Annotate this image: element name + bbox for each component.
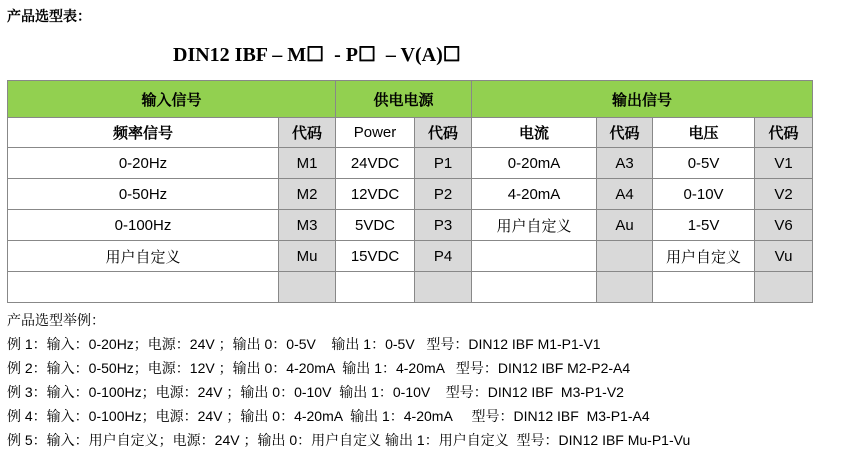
group-power: 供电电源 [336,81,472,118]
group-input: 输入信号 [8,81,336,118]
table-cell: V6 [755,210,813,241]
table-cell: 24VDC [336,148,415,179]
table-row [8,210,813,241]
example-line: 例 1：输入：0-20Hz；电源：24V ；输出 0：0-5V 输出 1：0-5V 型号：DIN12 IBF M1-P1-V1 [7,336,601,352]
table-cell [597,272,653,303]
table-row [8,272,813,303]
example-line: 例 5：输入：用户自定义；电源：24V ；输出 0：用户自定义 输出 1：用户自定义 型号：DIN12 IBF Mu-P1-Vu [7,432,691,448]
group-header-row [8,81,813,118]
table-cell: Mu [279,241,336,272]
model-code: DIN12 IBF – M☐ - P☐ – V(A)☐ [173,44,461,66]
header-power: Power [336,118,415,148]
table-cell [8,272,279,303]
table-cell: Au [597,210,653,241]
header-voltage: 电压 [653,118,755,148]
header-frequency: 频率信号 [8,118,279,148]
header-current: 电流 [472,118,597,148]
table-cell: 12VDC [336,179,415,210]
table-cell: V1 [755,148,813,179]
table-cell: 5VDC [336,210,415,241]
table-cell: P3 [415,210,472,241]
table-cell: 15VDC [336,241,415,272]
page-heading: 产品选型表： [7,8,91,24]
table-cell: M2 [279,179,336,210]
table-row [8,148,813,179]
table-cell: A3 [597,148,653,179]
table-cell: M1 [279,148,336,179]
table-cell: 4-20mA [472,179,597,210]
table-cell [472,241,597,272]
table-cell: 0-20Hz [8,148,279,179]
table-cell: 0-10V [653,179,755,210]
table-cell: 用户自定义 [472,210,597,241]
examples-title: 产品选型举例： [7,312,105,328]
table-cell: 用户自定义 [8,241,279,272]
example-line: 例 2：输入：0-50Hz；电源：12V ；输出 0：4-20mA 输出 1：4-20mA 型号：DIN12 IBF M2-P2-A4 [7,360,631,376]
table-row [8,179,813,210]
table-cell: 1-5V [653,210,755,241]
sub-header-row [8,118,813,148]
table-cell: P2 [415,179,472,210]
table-cell: 0-5V [653,148,755,179]
example-line: 例 3：输入：0-100Hz；电源：24V ；输出 0：0-10V 输出 1：0-10V 型号：DIN12 IBF M3-P1-V2 [7,384,624,400]
table-cell [472,272,597,303]
table-cell: P4 [415,241,472,272]
table-cell: Vu [755,241,813,272]
example-line: 例 4：输入：0-100Hz；电源：24V ；输出 0：4-20mA 输出 1：4-20mA 型号：DIN12 IBF M3-P1-A4 [7,408,650,424]
group-output: 输出信号 [472,81,813,118]
table-row [8,241,813,272]
header-code: 代码 [597,118,653,148]
table-cell [755,272,813,303]
table-cell [415,272,472,303]
table-cell [653,272,755,303]
table-cell [279,272,336,303]
table-cell [336,272,415,303]
header-code: 代码 [279,118,336,148]
table-cell: A4 [597,179,653,210]
table-cell: 0-50Hz [8,179,279,210]
table-cell: 0-20mA [472,148,597,179]
table-cell: 0-100Hz [8,210,279,241]
table-cell: M3 [279,210,336,241]
table-cell [597,241,653,272]
selection-table [7,80,813,303]
header-code: 代码 [415,118,472,148]
examples-section [7,308,690,452]
table-cell: P1 [415,148,472,179]
header-code: 代码 [755,118,813,148]
table-cell: 用户自定义 [653,241,755,272]
table-cell: V2 [755,179,813,210]
